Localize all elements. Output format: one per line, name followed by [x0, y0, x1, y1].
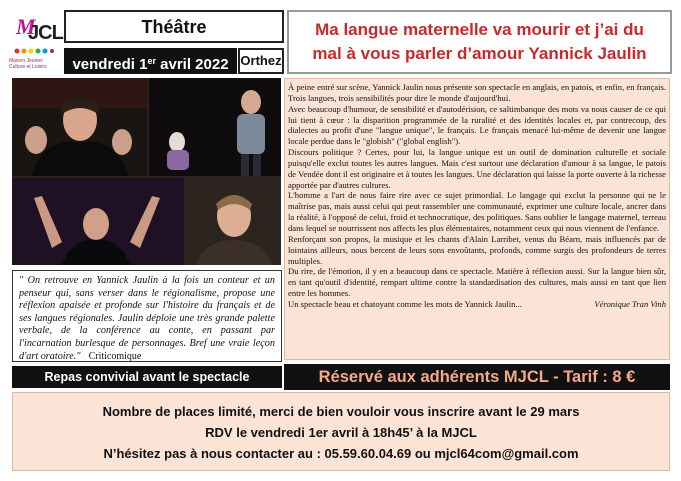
info-limited-places: Nombre de places limité, merci de bien vouloir vous inscrire avant le 29 mars	[102, 404, 580, 419]
article-paragraph: Du rire, de l'émotion, il y en a beaucoup dans ce spectacle. Matière à réflexion aussi. Sur la langue bien sûr, en tant qu'outil d'identité, rempart ultime contre la standardisation des cultures, mais aussi en tant que lien entre les hommes.	[288, 266, 666, 299]
logo-dot	[22, 49, 27, 54]
article-paragraph: Discours politique ? Certes, pour lui, la langue unique est un outil de domination culturelle et sociale puisqu'elle exclut toutes les autres langues. Mais c'est surtout une déclaration d'amour à sa langue, le patois de Vendée dont il est originaire et à toutes les langues. Une déclaration qui laisse la porte ouverte à la richesse apportée par d'autres cultures.	[288, 147, 666, 190]
event-place: Orthez	[238, 48, 284, 74]
show-title-line2: mal à vous parler d’amour Yannick Jaulin	[312, 44, 647, 63]
article-closing: Un spectacle beau et chatoyant comme les mots de Yannick Jaulin...	[288, 298, 522, 309]
photo-stage-duo	[149, 78, 281, 176]
info-contact: N’hésitez pas à nous contacter au : 05.59.60.04.69 ou mjcl64com@gmail.com	[103, 446, 579, 461]
photo-collage	[12, 78, 281, 265]
show-title-box	[287, 10, 672, 74]
category-label: Théâtre	[64, 10, 284, 43]
logo-dot	[43, 49, 48, 54]
press-quote	[12, 270, 282, 362]
date-superscript: er	[147, 56, 156, 66]
photo-performer-gesturing	[12, 78, 147, 176]
registration-info	[12, 392, 670, 471]
photo-performer-arms-raised	[12, 178, 184, 265]
logo-subtitle	[9, 58, 61, 70]
mjcl-logo	[6, 8, 61, 76]
price-banner: Réservé aux adhérents MJCL - Tarif : 8 €	[284, 364, 670, 390]
meal-banner: Repas convivial avant le spectacle	[12, 366, 282, 388]
photo-performer-portrait	[186, 178, 281, 265]
logo-dot	[29, 49, 34, 54]
date-prefix: vendredi 1	[72, 56, 148, 73]
article-paragraph: À peine entré sur scène, Yannick Jaulin nous présente son spectacle en anglais, en patois, et enfin, en français. Trois langues, trois sensibilités pour dire le monde d'aujourd'hui.	[288, 82, 667, 103]
date-suffix: avril 2022	[155, 56, 229, 73]
quote-text: " On retrouve en Yannick Jaulin à la fois un conteur et un penseur qui, sans verser dans le régionalisme, propose une réflexion apaisée et profonde sur l'histoire du français et de ses langues régionales. Jaulin déploie une très grande palette verbale, de la conférence au conte, en passant par l'incarnation burlesque de personnages. Bref une vraie leçon d'art oratoire."	[19, 275, 275, 362]
logo-dot	[36, 49, 41, 54]
review-article	[284, 78, 670, 360]
logo-subtitle-line2: Culture et Loisirs	[9, 64, 47, 70]
article-author: Véronique Tran Vinh	[594, 298, 666, 309]
article-paragraph: Avec beaucoup d'humour, de sensibilité et d'autodérision, ce saltimbanque des mots va nous causer de ce qui lui tient à cœur : la disparition programmée de la ruralité et des identités locales et, par contrecoup, des dialectes au profit d'une "langue unique", le français. Le français menacé lui-même de devenir une langue locale perdue dans le "globish" ("global english").	[288, 103, 666, 147]
logo-letters-jcl: JCL	[28, 22, 63, 44]
show-title-line1: Ma langue maternelle va mourir et j’ai du	[315, 20, 644, 39]
logo-subtitle-line1: Maison Jeunes	[9, 58, 43, 64]
article-paragraph: Renforçant son propos, la musique et les chants d'Alain Larribet, venus du Béarn, mais influencés par de lointains ailleurs, nous bercent de leurs sons envoûtants, profonds, comme surgis des profondeurs de terres multiples.	[288, 233, 666, 266]
quote-source: Criticomique	[88, 350, 142, 362]
logo-letter-m: M	[16, 14, 36, 39]
event-date	[64, 48, 237, 74]
article-paragraph: L'homme a l'art de nous faire rire avec ce sujet primordial. Le langage qui exclut la personne qui ne le maîtrise pas, mais aussi celui qui peut rassembler une communauté, exprimer une culture locale, ancrer dans la réalité, à l'opposé de celui, froid et technocratique, des politiques. Sans oublier le langage maternel, terreau dans lequel se nourrissent nos affects les plus élémentaires, notamment ceux qui nous viennent de l'enfance.	[288, 190, 666, 233]
article-closing-line	[288, 299, 666, 310]
logo-dot	[15, 49, 20, 54]
info-meeting-time: RDV le vendredi 1er avril à 18h45’ à la MJCL	[205, 425, 477, 440]
logo-color-dots	[14, 48, 54, 54]
logo-dot	[50, 49, 54, 53]
